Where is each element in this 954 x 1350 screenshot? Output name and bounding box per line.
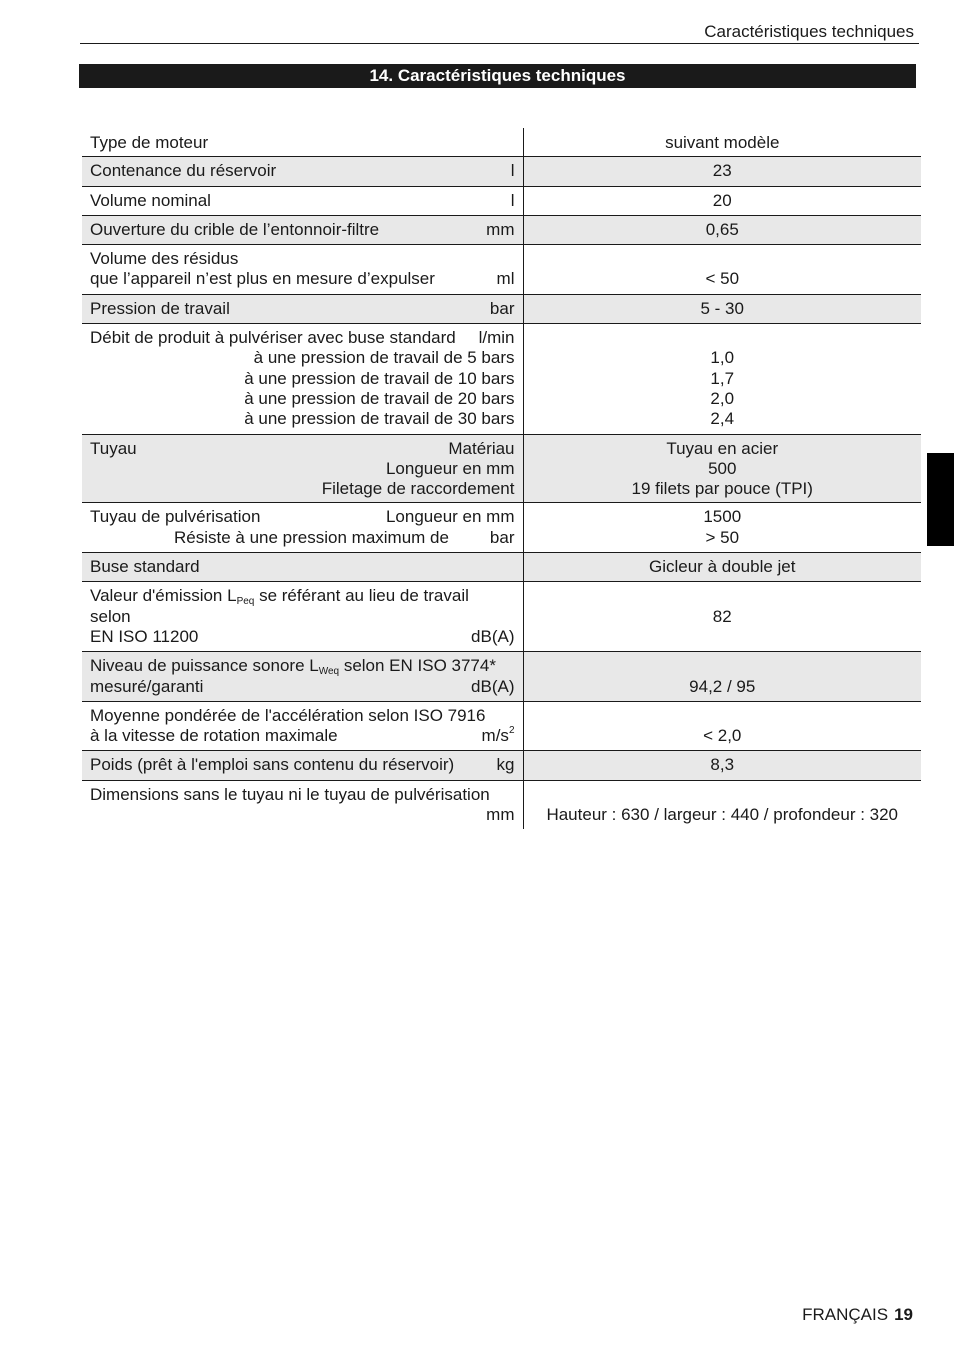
spec-label-cell — [82, 294, 523, 323]
table-row — [82, 128, 921, 157]
spec-label: Volume nominal — [90, 190, 211, 210]
language-thumb-tab — [927, 453, 954, 546]
spec-label-cell — [82, 701, 523, 751]
table-row — [82, 780, 921, 829]
spec-label-line2: selon — [90, 606, 131, 626]
spec-value: Hauteur : 630 / largeur : 440 / profondeur : 320 — [546, 805, 899, 825]
spec-value: 1500 — [703, 507, 742, 527]
spec-label — [90, 656, 515, 676]
spec-label-cell — [82, 582, 523, 652]
spec-unit: kg — [496, 755, 515, 775]
spec-label-line2: Résiste à une pression maximum de — [174, 527, 449, 547]
spec-value: 82 — [712, 606, 732, 626]
spec-unit: ml — [496, 269, 515, 289]
spec-label-line3: EN ISO 11200 — [90, 626, 199, 646]
section-title: 14. Caractéristiques techniques — [79, 64, 916, 88]
spec-label: Tuyau — [90, 438, 137, 458]
page-number: 19 — [894, 1305, 913, 1324]
spec-value: < 2,0 — [703, 726, 742, 746]
table-row — [82, 245, 921, 295]
specs-table — [82, 128, 921, 829]
spec-label-cell — [82, 652, 523, 702]
spec-value-cell — [523, 503, 921, 553]
spec-label-line2: mesuré/garanti — [90, 676, 204, 696]
spec-value: > 50 — [705, 527, 740, 547]
spec-label: Type de moteur — [90, 133, 209, 152]
spec-unit: mm — [486, 219, 515, 239]
spec-unit: l — [510, 161, 515, 181]
table-row — [82, 186, 921, 215]
spec-value: Gicleur à double jet — [523, 553, 921, 582]
table-row — [82, 434, 921, 503]
spec-unit — [482, 726, 515, 746]
spec-value: < 50 — [705, 269, 740, 289]
header-rule — [80, 43, 919, 44]
spec-sublabel: à une pression de travail de 30 bars — [244, 409, 515, 429]
spec-label-cell — [82, 434, 523, 503]
spec-label: Contenance du réservoir — [90, 161, 277, 181]
label-subscript: Peq — [236, 596, 255, 608]
spec-value: 500 — [708, 458, 737, 478]
spec-unit: l — [510, 190, 515, 210]
label-part: Valeur d'émission L — [90, 586, 237, 606]
spec-label-cell — [82, 503, 523, 553]
spec-label-cell — [82, 324, 523, 434]
table-row — [82, 215, 921, 244]
spec-value: 5 - 30 — [523, 294, 921, 323]
spec-label: Poids (prêt à l'emploi sans contenu du réservoir) — [90, 755, 455, 775]
spec-sublabel: Matériau — [448, 438, 515, 458]
spec-unit: l/min — [478, 328, 515, 348]
spec-label: Ouverture du crible de l’entonnoir-filtre — [90, 219, 380, 239]
table-row — [82, 701, 921, 751]
table-row — [82, 553, 921, 582]
label-part: Niveau de puissance sonore L — [90, 656, 319, 676]
spec-value: 2,0 — [710, 388, 735, 408]
spec-label: Moyenne pondérée de l'accélération selon ISO 7916 — [90, 705, 486, 725]
unit-base: m/s — [481, 726, 509, 746]
spec-label-cell — [82, 751, 523, 780]
label-part: selon EN ISO 3774* — [339, 656, 496, 676]
spec-unit: dB(A) — [471, 676, 515, 696]
label-part: se référant au lieu de travail — [254, 586, 469, 606]
spec-label-cell — [82, 553, 523, 582]
page-footer — [802, 1305, 913, 1325]
spec-unit: dB(A) — [471, 626, 515, 646]
spec-value: 23 — [523, 157, 921, 186]
spec-sublabel: Longueur en mm — [385, 507, 515, 527]
spec-value: suivant modèle — [665, 133, 780, 152]
spec-label-line2: que l’appareil n’est plus en mesure d’expulser — [90, 269, 435, 289]
table-row — [82, 503, 921, 553]
table-row — [82, 294, 921, 323]
spec-value-cell — [523, 324, 921, 434]
table-row — [82, 652, 921, 702]
spec-sublabel: Longueur en mm — [385, 458, 515, 478]
spec-label-cell — [82, 245, 523, 295]
spec-label — [90, 586, 515, 606]
spec-label-cell — [82, 186, 523, 215]
spec-label-line2: à la vitesse de rotation maximale — [90, 726, 338, 746]
spec-label-cell — [82, 780, 523, 829]
unit-superscript: 2 — [508, 725, 515, 737]
footer-language: FRANÇAIS — [802, 1305, 889, 1324]
table-row — [82, 582, 921, 652]
table-row — [82, 157, 921, 186]
spec-unit: bar — [489, 527, 515, 547]
spec-value: 94,2 / 95 — [523, 652, 921, 702]
spec-value: 2,4 — [710, 409, 735, 429]
spec-sublabel: à une pression de travail de 5 bars — [253, 348, 515, 368]
spec-label-cell — [82, 215, 523, 244]
label-subscript: Weq — [318, 666, 340, 678]
spec-value: Tuyau en acier — [666, 438, 779, 458]
spec-value: 8,3 — [523, 751, 921, 780]
spec-label: Pression de travail — [90, 298, 230, 318]
spec-unit: bar — [489, 298, 515, 318]
running-header: Caractéristiques techniques — [704, 22, 914, 41]
spec-value: 19 filets par pouce (TPI) — [631, 479, 813, 499]
spec-label: Débit de produit à pulvériser avec buse standard — [90, 328, 456, 348]
spec-value: 0,65 — [523, 215, 921, 244]
spec-label-cell — [82, 128, 523, 157]
spec-unit: mm — [486, 805, 515, 825]
spec-value: 1,0 — [710, 348, 735, 368]
table-row — [82, 324, 921, 434]
spec-label: Tuyau de pulvérisation — [90, 507, 261, 527]
spec-label-cell — [82, 157, 523, 186]
spec-sublabel: Filetage de raccordement — [321, 479, 515, 499]
spec-label: Buse standard — [90, 557, 200, 577]
spec-label: Volume des résidus — [90, 249, 239, 269]
spec-value: 1,7 — [710, 368, 735, 388]
spec-sublabel: à une pression de travail de 20 bars — [244, 388, 515, 408]
spec-label: Dimensions sans le tuyau ni le tuyau de pulvérisation — [90, 784, 490, 804]
table-row — [82, 751, 921, 780]
spec-value-cell — [523, 434, 921, 503]
spec-value: 20 — [712, 190, 732, 210]
spec-sublabel: à une pression de travail de 10 bars — [244, 368, 515, 388]
